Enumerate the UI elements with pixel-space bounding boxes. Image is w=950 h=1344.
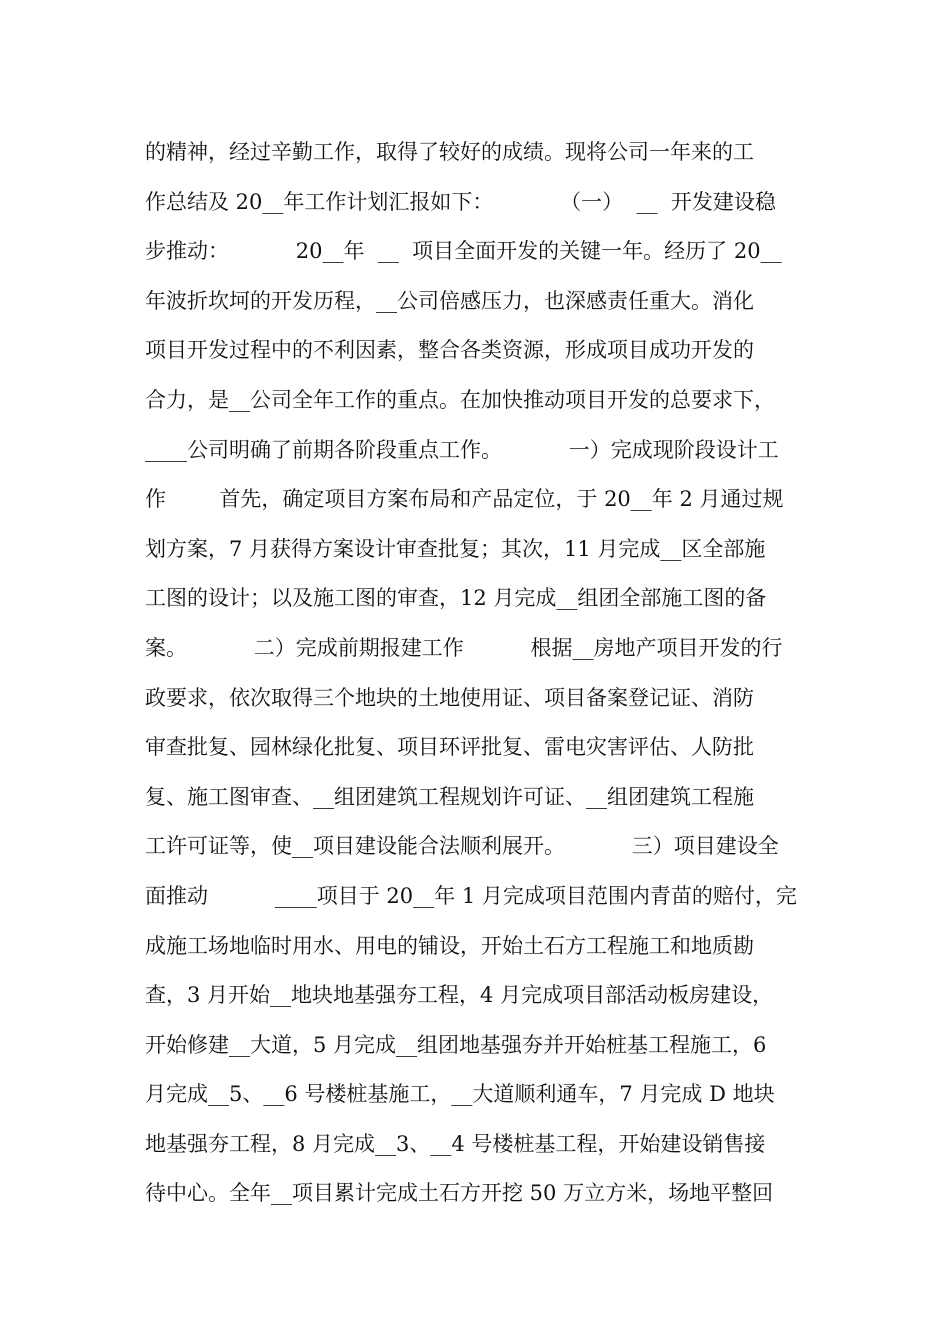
- text-line: 年波折坎坷的开发历程，__公司倍感压力，也深感责任重大。消化: [145, 288, 754, 313]
- text-line: 成施工场地临时用水、用电的铺设，开始土石方工程施工和地质勘: [145, 933, 754, 958]
- text-line: ____公司明确了前期各阶段重点工作。 一）完成现阶段设计工: [145, 437, 779, 462]
- text-line: 复、施工图审查、__组团建筑工程规划许可证、__组团建筑工程施: [145, 784, 754, 809]
- text-line: 作 首先，确定项目方案布局和产品定位，于 20__年 2 月通过规: [145, 487, 784, 512]
- text-line: 划方案，7 月获得方案设计审查批复；其次，11 月完成__区全部施: [145, 536, 766, 561]
- text-line: 开始修建__大道，5 月完成__组团地基强夯并开始桩基工程施工，6: [145, 1032, 767, 1057]
- text-line: 的精神，经过辛勤工作，取得了较好的成绩。现将公司一年来的工: [145, 140, 754, 164]
- text-line: 项目开发过程中的不利因素，整合各类资源，形成项目成功开发的: [145, 338, 754, 363]
- text-line: 案。 二）完成前期报建工作 根据__房地产项目开发的行: [145, 635, 783, 660]
- text-line: 作总结及 20__年工作计划汇报如下： （一） __ 开发建设稳: [145, 189, 776, 214]
- text-line: 工图的设计；以及施工图的审查，12 月完成__组团全部施工图的备: [145, 586, 767, 611]
- text-line: 查，3 月开始__地块地基强夯工程，4 月完成项目部活动板房建设，: [145, 983, 774, 1008]
- text-line: 待中心。全年__项目累计完成土石方开挖 50 万立方米，场地平整回: [145, 1181, 774, 1206]
- text-line: 步推动： 20__年 __ 项目全面开发的关键一年。经历了 20__: [145, 239, 782, 264]
- text-line: 合力，是__公司全年工作的重点。在加快推动项目开发的总要求下，: [145, 387, 775, 412]
- text-line: 地基强夯工程，8 月完成__3、__4 号楼桩基工程，开始建设销售接: [145, 1131, 766, 1156]
- text-line: 面推动 ____项目于 20__年 1 月完成项目范围内青苗的赔付，完: [145, 883, 797, 908]
- body-text: [145, 128, 815, 1219]
- text-line: 政要求，依次取得三个地块的土地使用证、项目备案登记证、消防: [145, 685, 754, 710]
- text-line: 月完成__5、__6 号楼桩基施工，__大道顺利通车，7 月完成 D 地块: [145, 1082, 775, 1107]
- text-line: 审查批复、园林绿化批复、项目环评批复、雷电灾害评估、人防批: [145, 735, 754, 760]
- text-line: 工许可证等，使__项目建设能合法顺利展开。 三）项目建设全: [145, 834, 779, 859]
